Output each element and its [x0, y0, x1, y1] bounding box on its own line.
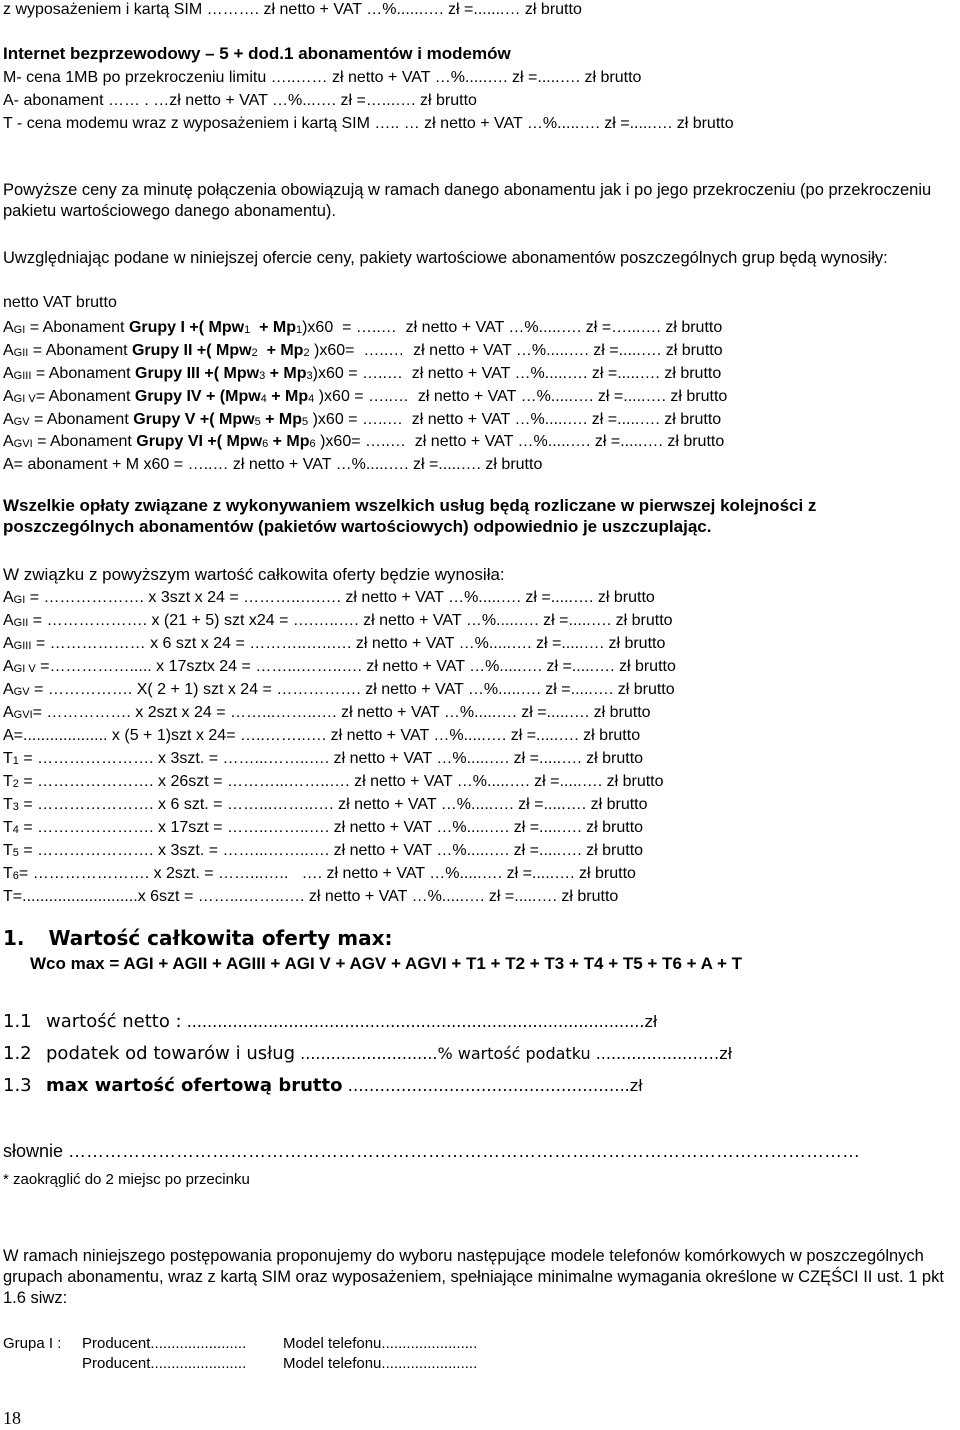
- total-subscript: GII: [13, 617, 29, 629]
- mpw-subscript: 3: [259, 370, 266, 382]
- total-subscript: 3: [12, 801, 19, 813]
- total-text: = …………………. x 6 szt. = ……...……..…. zł netto + VAT …%.....…. zł =.....…. zł brutto: [18, 796, 648, 813]
- total-text: = …………………. x 3szt. = ……...……..…. zł netto + VAT …%.....…. zł =.....…. zł brutto: [18, 842, 644, 859]
- mpw-subscript: 1: [244, 324, 251, 336]
- section1-formula: Wco max = AGI + AGII + AGIII + AGI V + AGV + AGVI + T1 + T2 + T3 + T4 + T5 + T6 + A + T: [30, 954, 743, 973]
- group-name: Grupy II: [131, 342, 193, 359]
- total-row: [3, 749, 643, 770]
- total-prefix: A: [3, 635, 14, 652]
- group-tail: )x60 = …..… zł netto + VAT …%.....…. zł =.....…. zł brutto: [312, 365, 722, 382]
- group-name: Grupy I: [128, 319, 185, 336]
- grupa-model-2: Model telefonu.......................: [283, 1355, 478, 1372]
- group-tail: )x60 = …..… zł netto + VAT …%.....…. zł =.....…. zł brutto: [314, 388, 728, 405]
- group-formula-row: [3, 341, 723, 362]
- group-label: = Abonament: [31, 365, 136, 382]
- mpw-subscript: 5: [254, 416, 261, 428]
- slownie-line: słownie ……………………………………………………………………………………………………………………: [3, 1141, 861, 1161]
- a-abonament-line: A= abonament + M x60 = …..… zł netto + VAT …%.....…. zł =.....…. zł brutto: [3, 456, 543, 473]
- total-row: [3, 818, 643, 839]
- top-line: z wyposażeniem i kartą SIM ………. zł netto + VAT …%......…. zł =.......… zł brutto: [3, 1, 582, 18]
- group-subscript: GIII: [13, 370, 32, 382]
- grupa-model-1: Model telefonu.......................: [283, 1335, 478, 1352]
- total-row: [3, 611, 673, 632]
- total-prefix: A: [3, 681, 14, 698]
- group-formula-row: [3, 410, 721, 431]
- mpw-subscript: 4: [260, 393, 267, 405]
- total-row: [3, 634, 665, 655]
- group-prefix: A: [3, 365, 14, 382]
- group-formula-row: [3, 432, 724, 453]
- group-tail: )x60 = …..… zł netto + VAT …%.....…. zł =…...…. zł brutto: [302, 319, 723, 336]
- group-label: = Abonament: [29, 411, 134, 428]
- total-text: = ……………… x 6 szt x 24 = ………..…..…. zł netto + VAT …%.....…. zł =.....…. zł brutto: [31, 635, 666, 652]
- total-text: ................... x (5 + 1)szt x 24= …..……..…. zł netto + VAT …%.....…. zł =.....…. zł brutto: [23, 727, 641, 744]
- group-name: Grupy IV: [134, 388, 202, 405]
- total-prefix: A=: [3, 727, 24, 744]
- value-item-number: 1.2: [3, 1043, 32, 1064]
- group-label: = Abonament: [35, 388, 135, 405]
- total-text: = …………………. x 2szt. = ……...….. …. zł netto + VAT …%.....…. zł =.....…. zł brutto: [18, 865, 636, 882]
- group-tail: )x60= …..… zł netto + VAT …%.....…. zł =.....…. zł brutto: [309, 342, 723, 359]
- group-prefix: A: [3, 433, 14, 450]
- total-row: [3, 588, 655, 609]
- mp-subscript: 4: [308, 393, 315, 405]
- value-item-fill: ……………………………………………..zł: [342, 1076, 643, 1095]
- group-formula: +( Mpw: [184, 319, 245, 336]
- value-item-number: 1.1: [3, 1011, 32, 1032]
- value-item-label: wartość netto :: [46, 1011, 182, 1032]
- group-formula-mp: + Mp: [266, 388, 309, 405]
- grupa-producent-1: Producent.......................: [82, 1335, 247, 1352]
- grupa-producent-2: Producent.......................: [82, 1355, 247, 1372]
- paragraph-phone-models: W ramach niniejszego postępowania proponujemy do wyboru następujące modele telefonów komórkowych w poszczególnych grupach abonamentu, wraz z kartą SIM oraz wyposażeniem, spełniające minimalne wymagania określone w CZĘŚCI II ust. 1 pkt 1.6 siwz:: [3, 1247, 944, 1307]
- group-subscript: GI: [13, 324, 26, 336]
- total-prefix: T: [3, 865, 13, 882]
- group-formula-row: [3, 364, 721, 385]
- total-prefix: A: [3, 612, 14, 629]
- group-formula-mp: + Mp: [268, 433, 310, 450]
- value-item-number: 1.3: [3, 1075, 32, 1096]
- value-item-fill: ...........................% wartość podatku ..................……zł: [295, 1044, 733, 1063]
- mp-subscript: 3: [306, 370, 313, 382]
- group-subscript: GVI: [13, 438, 33, 450]
- group-formula: +( Mpw: [199, 365, 260, 382]
- group-label: = Abonament: [28, 342, 132, 359]
- total-text: ..........................x 6szt = ……...……..…. zł netto + VAT …%.....…. zł =.....…. zł brutto: [22, 888, 619, 905]
- value-item-row: [3, 1012, 657, 1031]
- paragraph-charges-bold: Wszelkie opłaty związane z wykonywaniem wszelkich usług będą rozliczane w pierwszej kolejności z poszczególnych abonamentów (pakietów wartościowych) odpowiednio je uszczuplając.: [3, 496, 817, 536]
- mp-subscript: 6: [309, 438, 316, 450]
- total-text: = ………………. x (21 + 5) szt x24 = ….…..…. zł netto + VAT …%.....…. zł =.....…. zł brutto: [28, 612, 673, 629]
- section1-title: Wartość całkowita oferty max:: [48, 926, 393, 950]
- total-row: [3, 726, 640, 747]
- total-prefix: T: [3, 842, 13, 859]
- total-text: = ………………. x 3szt x 24 = ………..….…. zł netto + VAT …%.....…. zł =.....…. zł brutto: [25, 589, 655, 606]
- total-row: [3, 841, 643, 862]
- total-prefix: T: [3, 773, 13, 790]
- group-formula: +( Mpw: [202, 433, 263, 450]
- internet-line-a: A- abonament …… . …zł netto + VAT …%...…. zł =…...…. zł brutto: [3, 92, 477, 109]
- group-tail: )x60 = …..… zł netto + VAT …%.....…. zł =.....…. zł brutto: [308, 411, 722, 428]
- total-subscript: GI: [13, 594, 26, 606]
- mpw-subscript: 6: [262, 438, 269, 450]
- total-row: [3, 680, 675, 701]
- internet-heading: Internet bezprzewodowy – 5 + dod.1 abonamentów i modemów: [3, 44, 511, 63]
- group-subscript: GI V: [13, 393, 36, 405]
- group-label: = Abonament: [32, 433, 137, 450]
- section1-heading: [3, 926, 393, 950]
- total-text: = …………………. x 17szt = ……..……..…. zł netto + VAT …%.....…. zł =.....…. zł brutto: [18, 819, 644, 836]
- group-formula-mp: + Mp: [265, 365, 307, 382]
- section1-number: 1.: [3, 926, 25, 950]
- group-formula: +( Mpw: [192, 342, 252, 359]
- total-row: [3, 864, 636, 885]
- mpw-subscript: 2: [251, 347, 258, 359]
- paragraph-prices-note: Powyższe ceny za minutę połączenia obowiązują w ramach danego abonamentu jak i po jego przekroczeniu (po przekroczeniu pakietu wartościowego danego abonamentu).: [3, 181, 932, 220]
- group-tail: )x60= …..… zł netto + VAT …%.....…. zł =.....…. zł brutto: [315, 433, 725, 450]
- total-prefix: T=: [3, 888, 23, 905]
- group-formula: +( Mpw: [195, 411, 255, 428]
- total-prefix: A: [3, 658, 14, 675]
- group-prefix: A: [3, 342, 14, 359]
- internet-line-m: M- cena 1MB po przekroczeniu limitu …..…… zł netto + VAT …%.....…. zł =.....…. zł brutto: [3, 69, 642, 86]
- group-name: Grupy III: [135, 365, 200, 382]
- total-subscript: 4: [12, 824, 19, 836]
- group-formula-row: [3, 387, 727, 408]
- total-subscript: 5: [12, 847, 19, 859]
- group-subscript: GV: [13, 416, 30, 428]
- total-subscript: GIII: [13, 640, 32, 652]
- netto-vat-brutto-line: netto VAT brutto: [3, 294, 117, 311]
- total-prefix: T: [3, 819, 13, 836]
- mp-subscript: 2: [303, 347, 310, 359]
- group-label: = Abonament: [25, 319, 129, 336]
- total-prefix: T: [3, 750, 13, 767]
- group-name: Grupy V: [133, 411, 196, 428]
- total-row: [3, 795, 648, 816]
- grupa-label: Grupa I :: [3, 1335, 62, 1352]
- total-row: [3, 887, 618, 908]
- group-prefix: A: [3, 388, 14, 405]
- total-text: = …………………. x 26szt = ………...……..…. zł netto + VAT …%.....…. zł =.....…. zł brutto: [18, 773, 664, 790]
- total-subscript: 2: [12, 778, 19, 790]
- total-subscript: 1: [12, 755, 19, 767]
- group-formula-mp: + Mp: [250, 319, 296, 336]
- total-text: = ……………. x 2szt x 24 = ……...……..…. zł netto + VAT …%.....…. zł =.....…. zł brutto: [32, 704, 651, 721]
- mp-subscript: 5: [302, 416, 309, 428]
- group-subscript: GII: [13, 347, 29, 359]
- group-formula-mp: + Mp: [260, 411, 303, 428]
- total-subscript: 6: [12, 870, 19, 882]
- internet-line-t: T - cena modemu wraz z wyposażeniem i kartą SIM ….. … zł netto + VAT …%.....…. zł =.....…. zł brutto: [3, 115, 734, 132]
- total-text: = ……………. X( 2 + 1) szt x 24 = ……………. zł netto + VAT …%.....…. zł =.....…. zł brutto: [29, 681, 675, 698]
- total-row: [3, 703, 651, 724]
- group-formula-mp: + Mp: [257, 342, 304, 359]
- footnote: * zaokrąglić do 2 miejsc po przecinku: [3, 1171, 250, 1188]
- total-prefix: A: [3, 589, 14, 606]
- total-prefix: T: [3, 796, 13, 813]
- total-text: = …………………. x 3szt. = ……...……..…. zł netto + VAT …%.....…. zł =.....…. zł brutto: [18, 750, 644, 767]
- value-item-row: [3, 1076, 643, 1095]
- page-number: 18: [3, 1408, 21, 1428]
- group-formula: + (Mpw: [201, 388, 261, 405]
- value-item-fill: ..........................................................................................zł: [181, 1012, 658, 1031]
- group-prefix: A: [3, 411, 14, 428]
- value-item-row: [3, 1044, 732, 1063]
- mp-subscript: 1: [295, 324, 303, 336]
- total-subscript: GVI: [13, 709, 33, 721]
- paragraph-packages: Uwzględniając podane w niniejszej ofercie ceny, pakiety wartościowe abonamentów poszczególnych grup będą wynosiły:: [3, 249, 888, 267]
- total-prefix: A: [3, 704, 14, 721]
- total-row: [3, 772, 664, 793]
- total-text: =……………..... x 17sztx 24 = ……...……..…. zł netto + VAT …%.....…. zł =.....…. zł brutto: [35, 658, 676, 675]
- group-name: Grupy VI: [136, 433, 203, 450]
- total-subscript: GV: [13, 686, 30, 698]
- value-item-label: max wartość ofertową brutto: [46, 1075, 343, 1096]
- value-item-label: podatek od towarów i usług: [46, 1043, 296, 1064]
- group-formula-row: [3, 318, 722, 339]
- group-prefix: A: [3, 319, 14, 336]
- paragraph-total-intro: W związku z powyższym wartość całkowita oferty będzie wynosiła:: [3, 565, 505, 584]
- total-row: [3, 657, 676, 678]
- total-subscript: GI V: [13, 663, 36, 675]
